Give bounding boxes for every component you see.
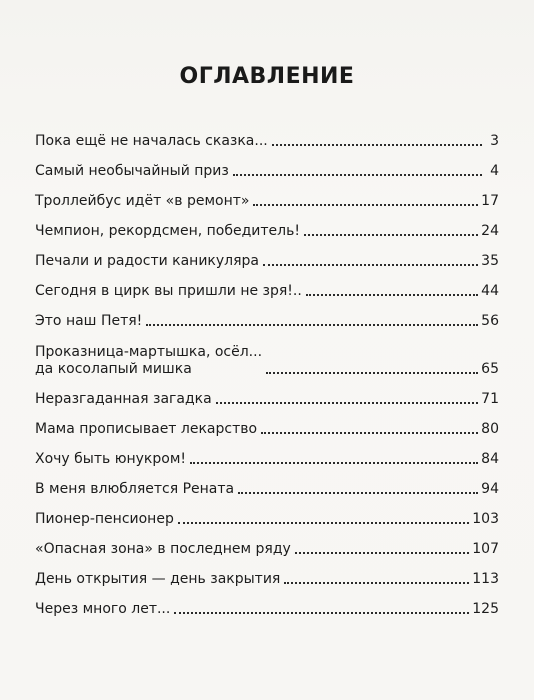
toc-entry-page: 17 xyxy=(481,193,499,209)
toc-entry-page: 107 xyxy=(472,541,499,557)
toc-entry xyxy=(35,588,499,618)
toc-entry xyxy=(35,240,499,270)
toc-entry-page: 103 xyxy=(472,511,499,527)
table-of-contents xyxy=(35,120,499,618)
dot-leader xyxy=(295,552,469,554)
toc-entry-title: Сегодня в цирк вы пришли не зря!.. xyxy=(35,283,302,299)
dot-leader xyxy=(216,402,478,404)
toc-entry xyxy=(35,378,499,408)
toc-entry-title: Чемпион, рекордсмен, победитель! xyxy=(35,223,300,239)
toc-entry-title: День открытия — день закрытия xyxy=(35,571,281,587)
toc-entry-title: «Опасная зона» в последнем ряду xyxy=(35,541,291,557)
dot-leader xyxy=(146,324,478,326)
toc-entry xyxy=(35,468,499,498)
toc-entry-title: Мама прописывает лекарство xyxy=(35,421,258,437)
toc-entry-title: Это наш Петя! xyxy=(35,313,143,329)
toc-entry-title: Пионер-пенсионер xyxy=(35,511,174,527)
dot-leader xyxy=(233,174,482,176)
dot-leader xyxy=(261,432,478,434)
toc-entry-title: Хочу быть юнукром! xyxy=(35,451,187,467)
dot-leader xyxy=(272,144,482,146)
dot-leader xyxy=(266,372,478,374)
toc-entry-title: В меня влюбляется Рената xyxy=(35,481,235,497)
dot-leader xyxy=(190,462,478,464)
toc-entry-page: 65 xyxy=(481,361,499,377)
toc-entry xyxy=(35,270,499,300)
toc-entry-title: Пока ещё не началась сказка... xyxy=(35,133,268,149)
toc-entry xyxy=(35,120,499,150)
toc-entry-page: 125 xyxy=(472,601,499,617)
dot-leader xyxy=(284,582,469,584)
toc-entry-page: 4 xyxy=(490,163,499,179)
toc-entry xyxy=(35,528,499,558)
toc-entry-title: Самый необычайный приз xyxy=(35,163,229,179)
toc-entry-page: 3 xyxy=(490,133,499,149)
toc-entry-page: 84 xyxy=(481,451,499,467)
toc-entry xyxy=(35,210,499,240)
toc-entry-title-line-1: Проказница-мартышка, осёл... xyxy=(35,344,263,360)
toc-entry xyxy=(35,558,499,588)
toc-entry-title-line-2: да косолапый мишка xyxy=(35,361,192,377)
toc-entry-page: 44 xyxy=(481,283,499,299)
toc-entry-title: Неразгаданная загадка xyxy=(35,391,212,407)
dot-leader xyxy=(178,522,469,524)
toc-entry xyxy=(35,150,499,180)
toc-entry-title: Печали и радости каникуляра xyxy=(35,253,260,269)
dot-leader xyxy=(304,234,478,236)
page-title: ОГЛАВЛЕНИЕ xyxy=(179,64,355,89)
toc-entry xyxy=(35,330,499,378)
toc-entry xyxy=(35,300,499,330)
toc-entry-page: 94 xyxy=(481,481,499,497)
dot-leader xyxy=(253,204,478,206)
toc-entry xyxy=(35,498,499,528)
dot-leader xyxy=(238,492,478,494)
toc-entry-title xyxy=(35,344,262,378)
toc-entry-page: 35 xyxy=(481,253,499,269)
toc-entry-page: 71 xyxy=(481,391,499,407)
toc-entry-title: Троллейбус идёт «в ремонт» xyxy=(35,193,250,209)
toc-entry xyxy=(35,438,499,468)
toc-entry-page: 24 xyxy=(481,223,499,239)
toc-entry-page: 113 xyxy=(472,571,499,587)
toc-entry xyxy=(35,180,499,210)
toc-entry-page: 80 xyxy=(481,421,499,437)
toc-entry xyxy=(35,408,499,438)
dot-leader xyxy=(174,612,469,614)
toc-entry-title: Через много лет... xyxy=(35,601,171,617)
dot-leader xyxy=(263,264,478,266)
dot-leader xyxy=(306,294,478,296)
toc-entry-page: 56 xyxy=(481,313,499,329)
